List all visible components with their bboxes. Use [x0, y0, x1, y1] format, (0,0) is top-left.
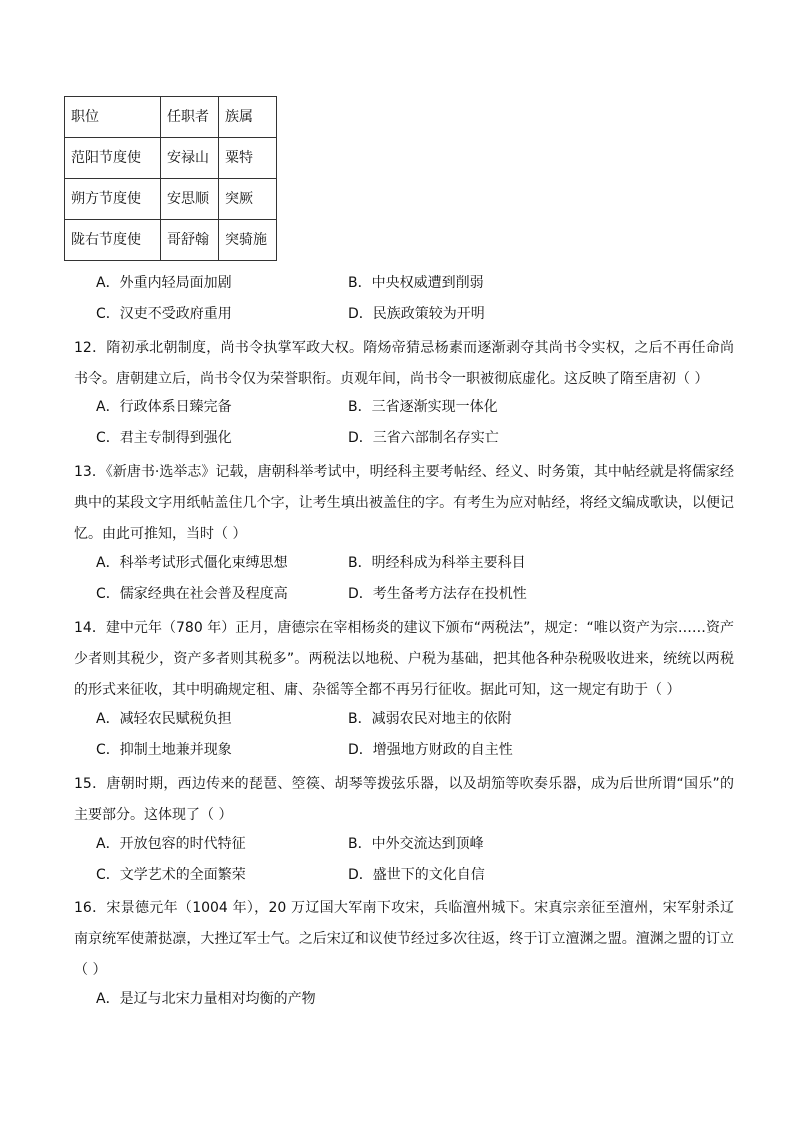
q14-stem: 14．建中元年（780 年）正月，唐德宗在宰相杨炎的建议下颁布“两税法”，规定：“唯以资产为宗……资产少者则其税少，资产多者则其税多”。两税法以地税、户税为基础，把其他各种杂税吸收进来，统统以两税的形式来征收，其中明确规定租、庸、杂徭等全都不再另行征收。据此可知，这一规定有助于（ ）	[74, 620, 734, 698]
table-cell: 陇右节度使	[65, 220, 161, 261]
q15-option-c: C．文学艺术的全面繁荣	[96, 867, 246, 883]
q12-option-c: C．君主专制得到强化	[96, 430, 232, 446]
table-header-cell: 族属	[219, 97, 277, 138]
q14-option-b: B．减弱农民对地主的依附	[348, 711, 512, 727]
q11-option-b: B．中央权威遭到削弱	[348, 275, 484, 291]
table-cell: 突骑施	[219, 220, 277, 261]
q13-stem: 13．《新唐书·选举志》记载，唐朝科举考试中，明经科主要考帖经、经义、时务策，其中帖经就是将儒家经典中的某段文字用纸帖盖住几个字，让考生填出被盖住的字。有考生为应对帖经，将经文编成歌诀，以便记忆。由此可推知，当时（ ）	[74, 464, 734, 542]
q14-option-c: C．抑制土地兼并现象	[96, 742, 232, 758]
q13-option-d: D．考生备考方法存在投机性	[348, 586, 527, 602]
q12-option-d: D．三省六部制名存实亡	[348, 430, 499, 446]
q15-option-a: A．开放包容的时代特征	[96, 836, 246, 852]
official-table	[64, 96, 277, 261]
q15-option-d: D．盛世下的文化自信	[348, 867, 485, 883]
q11-option-c: C．汉吏不受政府重用	[96, 306, 232, 322]
q14-option-d: D．增强地方财政的自主性	[348, 742, 513, 758]
table-row	[65, 220, 277, 261]
q12-stem: 12．隋初承北朝制度，尚书令执掌军政大权。隋炀帝猜忌杨素而逐渐剥夺其尚书令实权，之后不再任命尚书令。唐朝建立后，尚书令仅为荣誉职衔。贞观年间，尚书令一职被彻底虚化。这反映了隋至唐初（ ）	[74, 340, 734, 387]
table-cell: 突厥	[219, 179, 277, 220]
q16-stem: 16．宋景德元年（1004 年），20 万辽国大军南下攻宋，兵临澶州城下。宋真宗亲征至澶州，宋军射杀辽南京统军使萧挞凛，大挫辽军士气。之后宋辽和议使节经过多次往返，终于订立澶渊之盟。澶渊之盟的订立（ ）	[74, 900, 734, 978]
q14-option-a: A．减轻农民赋税负担	[96, 711, 232, 727]
q11-option-d: D．民族政策较为开明	[348, 306, 485, 322]
table-cell: 安思顺	[161, 179, 219, 220]
table-header-cell: 任职者	[161, 97, 219, 138]
table-cell: 朔方节度使	[65, 179, 161, 220]
q11-option-a: A．外重内轻局面加剧	[96, 275, 232, 291]
q13-option-c: C．儒家经典在社会普及程度高	[96, 586, 288, 602]
table-cell: 安禄山	[161, 138, 219, 179]
table-row	[65, 138, 277, 179]
q15-stem: 15．唐朝时期，西边传来的琵琶、箜篌、胡琴等拨弦乐器，以及胡笳等吹奏乐器，成为后世所谓“国乐”的主要部分。这体现了（ ）	[74, 776, 734, 823]
table-cell: 范阳节度使	[65, 138, 161, 179]
q13-option-a: A．科举考试形式僵化束缚思想	[96, 555, 288, 571]
q13-option-b: B．明经科成为科举主要科目	[348, 555, 526, 571]
table-header-cell: 职位	[65, 97, 161, 138]
q12-option-b: B．三省逐渐实现一体化	[348, 399, 498, 415]
q15-option-b: B．中外交流达到顶峰	[348, 836, 484, 852]
q12-option-a: A．行政体系日臻完备	[96, 399, 232, 415]
table-cell: 粟特	[219, 138, 277, 179]
table-cell: 哥舒翰	[161, 220, 219, 261]
table-header-row	[65, 97, 277, 138]
table-row	[65, 179, 277, 220]
q16-option-a: A．是辽与北宋力量相对均衡的产物	[96, 991, 316, 1007]
